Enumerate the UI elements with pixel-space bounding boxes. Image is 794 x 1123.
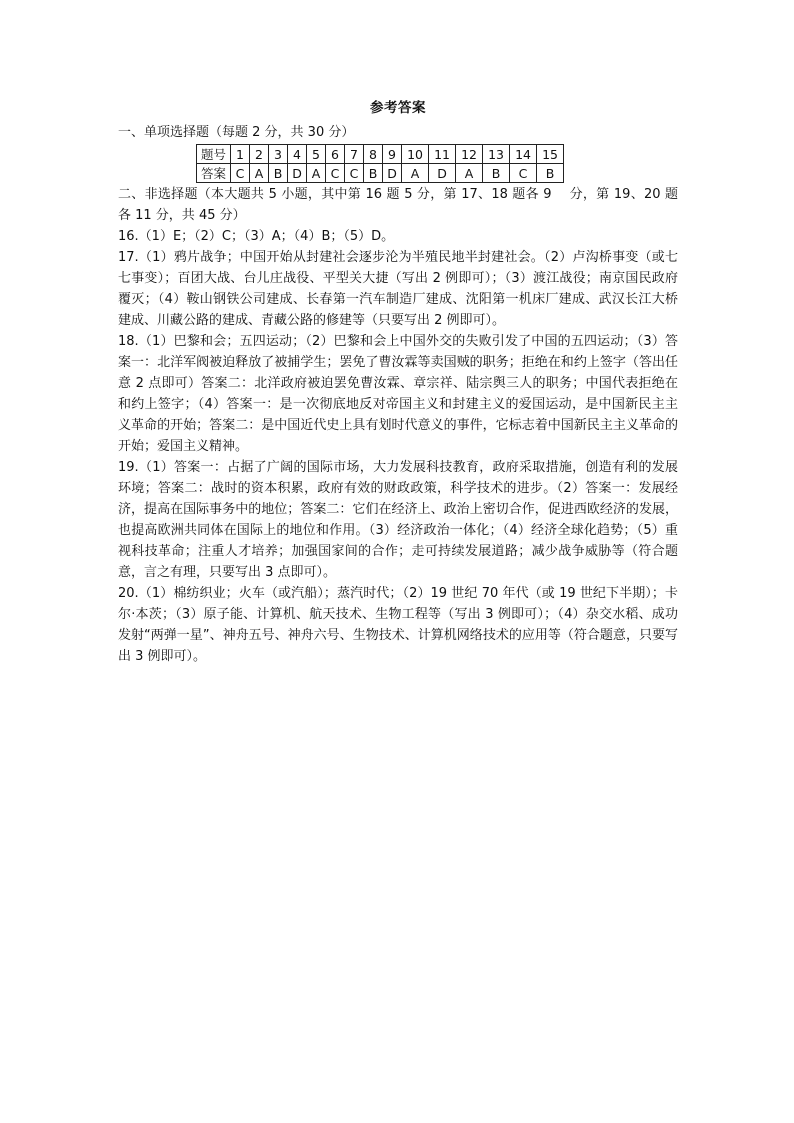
question-number: 8 [364, 145, 383, 164]
question-number: 2 [250, 145, 269, 164]
question-number: 11 [429, 145, 456, 164]
answer-cell: C [231, 164, 250, 183]
question-number: 5 [307, 145, 326, 164]
answer-cell: A [250, 164, 269, 183]
question-number: 12 [456, 145, 483, 164]
answer-cell: B [483, 164, 510, 183]
answer-cell: D [383, 164, 402, 183]
answer-cell: C [510, 164, 537, 183]
section2-heading: 二、非选择题（本大题共 5 小题，其中第 16 题 5 分，第 17、18 题各 9 分，第 19、20 题各 11 分，共 45 分） [118, 187, 678, 223]
answer-q18: 18.（1）巴黎和会；五四运动；（2）巴黎和会上中国外交的失败引发了中国的五四运动；（3）答案一：北洋军阀被迫释放了被捕学生；罢免了曹汝霖等卖国贼的职务；拒绝在和约上签字（答出任意 2 点即可）答案二：北洋政府被迫罢免曹汝霖、章宗祥、陆宗舆三人的职务；中国代表拒绝在和约上签字；（4）答案一：是一次彻底地反对帝国主义和封建主义的爱国运动，是中国新民主主义革命的开始；答案二：是中国近代史上具有划时代意义的事件，它标志着中国新民主主义革命的开始；爱国主义精神。 [118, 334, 678, 454]
answer-cell: A [456, 164, 483, 183]
question-number: 3 [269, 145, 288, 164]
section1-heading: 一、单项选择题（每题 2 分，共 30 分） [118, 125, 355, 140]
answer-q17: 17.（1）鸦片战争；中国开始从封建社会逐步沦为半殖民地半封建社会。（2）卢沟桥事变（或七七事变）；百团大战、台儿庄战役、平型关大捷（写出 2 例即可）；（3）渡江战役；南京国民政府覆灭；（4）鞍山钢铁公司建成、长春第一汽车制造厂建成、沈阳第一机床厂建成、武汉长江大桥建成、川藏公路的建成、青藏公路的修建等（只要写出 2 例即可）。 [118, 250, 678, 328]
table-row-numbers [197, 145, 564, 164]
answer-table [196, 144, 564, 183]
answer-cell: C [326, 164, 345, 183]
answer-sheet [118, 96, 678, 667]
answer-cell: A [402, 164, 429, 183]
answer-cell: B [537, 164, 564, 183]
question-number: 1 [231, 145, 250, 164]
question-number: 9 [383, 145, 402, 164]
question-number: 6 [326, 145, 345, 164]
question-number: 10 [402, 145, 429, 164]
page-title: 参考答案 [370, 100, 426, 116]
question-number: 15 [537, 145, 564, 164]
answer-cell: A [307, 164, 326, 183]
answer-cell: D [288, 164, 307, 183]
question-number: 7 [345, 145, 364, 164]
answer-q19: 19.（1）答案一：占据了广阔的国际市场，大力发展科技教育，政府采取措施，创造有利的发展环境；答案二：战时的资本积累，政府有效的财政政策，科学技术的进步。（2）答案一：发展经济，提高在国际事务中的地位；答案二：它们在经济上、政治上密切合作，促进西欧经济的发展，也提高欧洲共同体在国际上的地位和作用。（3）经济政治一体化；（4）经济全球化趋势；（5）重视科技革命；注重人才培养；加强国家间的合作；走可持续发展道路；减少战争威胁等（符合题意，言之有理，只要写出 3 点即可）。 [118, 460, 678, 580]
answer-cell: D [429, 164, 456, 183]
table-row-answers [197, 164, 564, 183]
answer-cell: B [364, 164, 383, 183]
question-number: 13 [483, 145, 510, 164]
answer-q20: 20.（1）棉纺织业；火车（或汽船）；蒸汽时代；（2）19 世纪 70 年代（或 19 世纪下半期）；卡尔·本茨；（3）原子能、计算机、航天技术、生物工程等（写出 3 例即可）；（4）杂交水稻、成功发射“两弹一星”、神舟五号、神舟六号、生物技术、计算机网络技术的应用等（符合题意，只要写出 3 例即可）。 [118, 586, 678, 664]
question-number: 4 [288, 145, 307, 164]
answer-cell: C [345, 164, 364, 183]
answer-cell: B [269, 164, 288, 183]
row-label-answers: 答案 [197, 164, 231, 183]
answer-q16: 16.（1）E；（2）C；（3）A；（4）B；（5）D。 [118, 229, 395, 244]
row-label-numbers: 题号 [197, 145, 231, 164]
question-number: 14 [510, 145, 537, 164]
